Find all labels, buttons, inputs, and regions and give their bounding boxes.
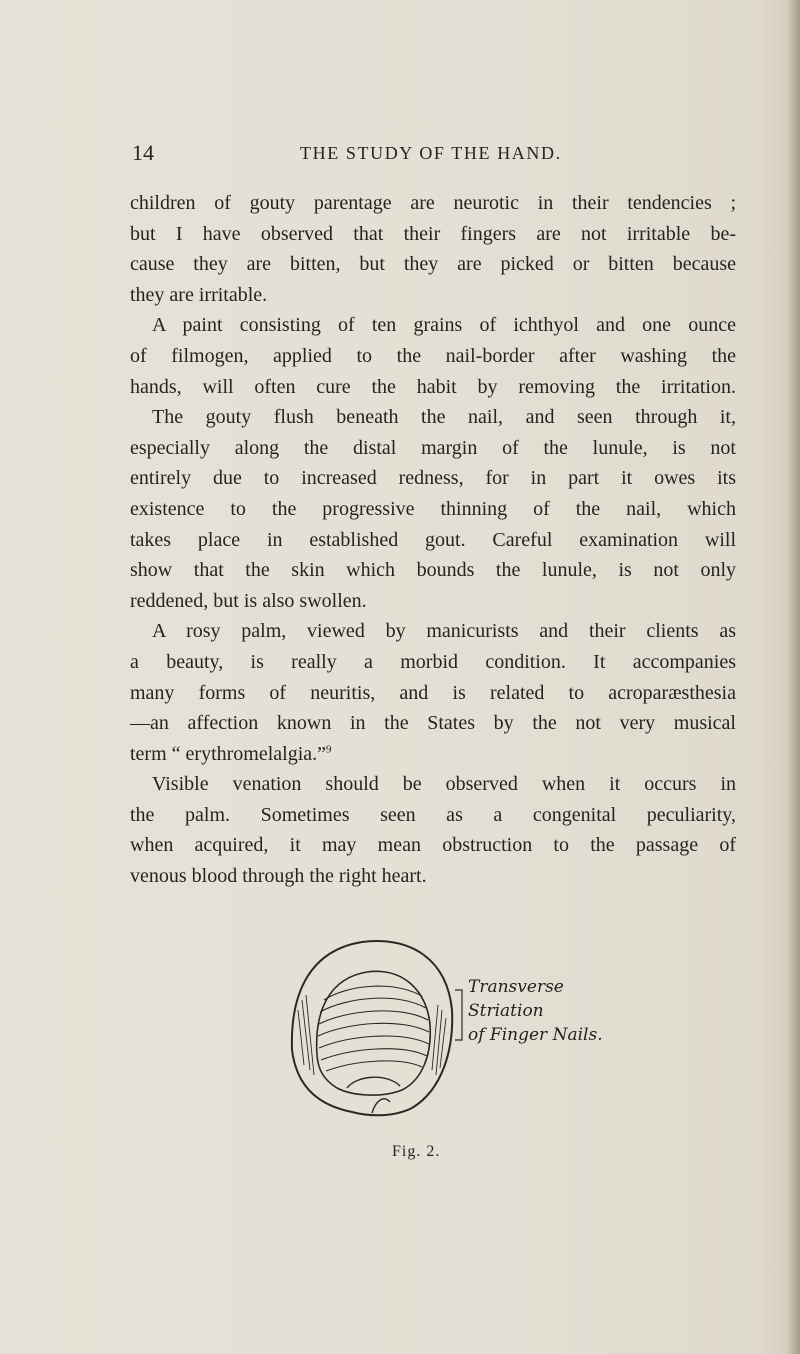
striation-lines xyxy=(318,986,429,1071)
label-bracket xyxy=(455,990,462,1040)
text-line: term “ erythromelalgia.” xyxy=(130,742,327,765)
text-line: many forms of neuritis, and is related to acroparæsthesia xyxy=(130,681,736,704)
text-line: reddened, but is also swollen. xyxy=(130,589,367,612)
page-edge-shadow xyxy=(786,0,800,1354)
text-line: a beauty, is really a morbid condition. It accompanies xyxy=(130,650,736,673)
body-text xyxy=(130,188,736,892)
figure-caption: Fig. 2. xyxy=(392,1143,441,1160)
running-head: THE STUDY OF THE HAND. xyxy=(300,143,562,163)
text-line: they are irritable. xyxy=(130,283,268,306)
handwritten-label: Transverse xyxy=(468,977,564,997)
text-line: existence to the progressive thinning of the nail, which xyxy=(130,497,736,520)
text-line: cause they are bitten, but they are picked or bitten because xyxy=(130,253,736,276)
handwritten-label: of Finger Nails. xyxy=(468,1025,603,1045)
text-line: Visible venation should be observed when it occurs in xyxy=(152,773,736,796)
fingernail-illustration xyxy=(272,930,603,1120)
page-header xyxy=(132,140,732,170)
text-line: the palm. Sometimes seen as a congenital peculiarity, xyxy=(130,803,736,826)
text-line: The gouty flush beneath the nail, and seen through it, xyxy=(152,406,736,429)
handwritten-label: Striation xyxy=(468,1001,544,1021)
text-line: show that the skin which bounds the lunule, is not only xyxy=(130,559,736,582)
text-line: —an affection known in the States by the not very musical xyxy=(130,712,736,735)
text-line: takes place in established gout. Careful examination will xyxy=(130,528,736,551)
page-number: 14 xyxy=(132,140,154,165)
text-line: but I have observed that their fingers are not irritable be- xyxy=(130,222,736,245)
text-line: A rosy palm, viewed by manicurists and their clients as xyxy=(152,620,736,643)
finger-stem xyxy=(372,1099,390,1113)
text-line: entirely due to increased redness, for in part it owes its xyxy=(130,467,736,490)
text-line: A paint consisting of ten grains of ichthyol and one ounce xyxy=(152,314,736,337)
fingertip-outline xyxy=(292,941,452,1115)
footnote-marker: 9 xyxy=(326,743,332,756)
text-line: children of gouty parentage are neurotic in their tendencies ; xyxy=(130,192,736,214)
text-line: especially along the distal margin of the lunule, is not xyxy=(130,436,736,459)
lunule xyxy=(347,1077,400,1088)
text-line: when acquired, it may mean obstruction to the passage of xyxy=(130,834,736,857)
text-line-with-footnote xyxy=(130,739,736,770)
figure-fingernail xyxy=(272,930,603,1120)
text-line: venous blood through the right heart. xyxy=(130,865,427,888)
text-line: of filmogen, applied to the nail-border after washing the xyxy=(130,344,736,367)
text-line: hands, will often cure the habit by removing the irritation. xyxy=(130,375,736,398)
